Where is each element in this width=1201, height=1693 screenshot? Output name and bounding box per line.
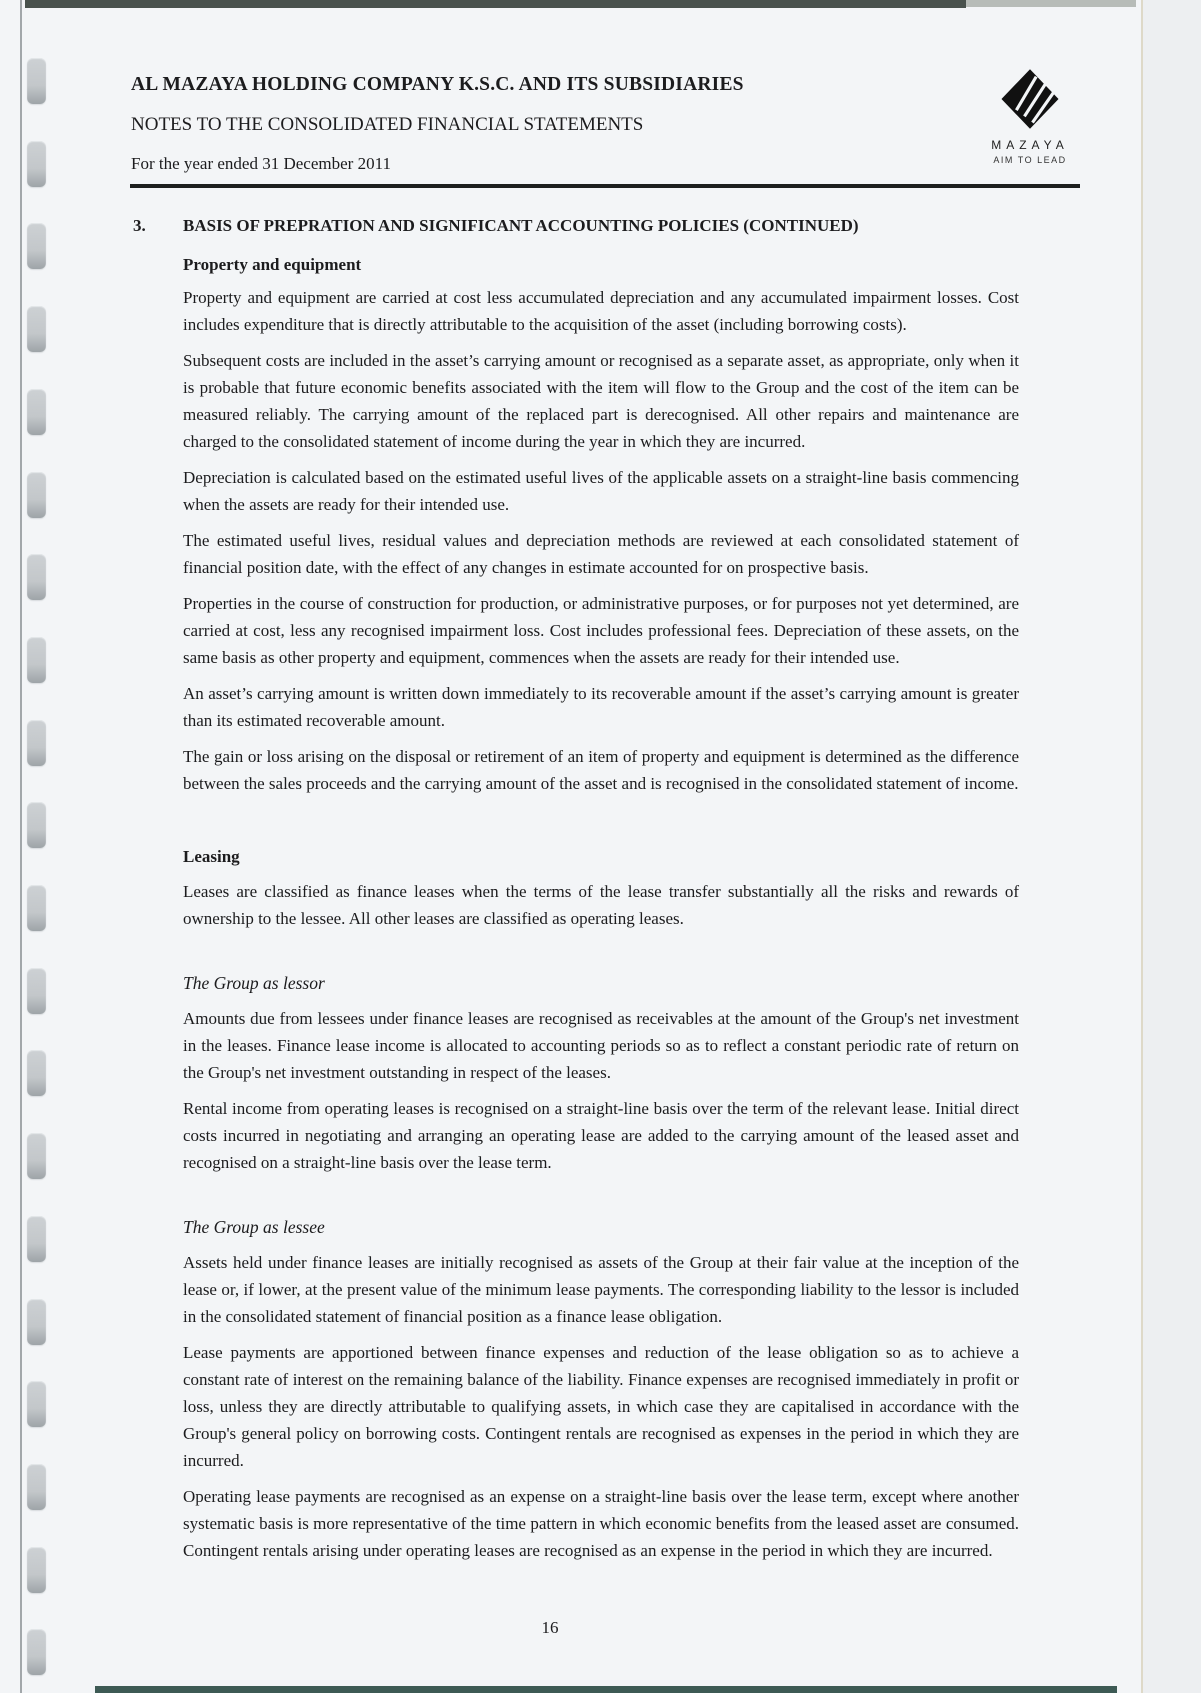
section-heading-property-equipment: Property and equipment [183, 255, 362, 274]
reporting-period: For the year ended 31 December 2011 [131, 154, 391, 173]
binder-hole [27, 1133, 46, 1179]
company-name: AL MAZAYA HOLDING COMPANY K.S.C. AND ITS SUBSIDIARIES [131, 74, 744, 95]
scan-top-bar [25, 0, 966, 8]
binder-hole [27, 720, 46, 766]
binder-hole [27, 885, 46, 931]
binder-hole [27, 1050, 46, 1096]
page-left-edge [20, 0, 22, 1693]
binder-hole [27, 1381, 46, 1427]
paragraph: An asset’s carrying amount is written down immediately to its recoverable amount if the asset’s carrying amount is greater than its estimated recoverable amount. [183, 684, 1019, 730]
paragraph: Property and equipment are carried at cost less accumulated depreciation and any accumulated impairment losses. Cost includes expenditure that is directly attributable to the acquisition of the asset (including borrowing costs). [183, 288, 1019, 334]
binder-hole [27, 223, 46, 269]
binder-hole [27, 968, 46, 1014]
paragraph: Assets held under finance leases are initially recognised as assets of the Group at their fair value at the inception of the lease or, if lower, at the present value of the minimum lease payments. The corresponding liability to the lessor is included in the consolidated statement of financial position as a finance lease obligation. [183, 1253, 1019, 1326]
binder-hole [27, 141, 46, 187]
subsection-heading-lessor: The Group as lessor [183, 973, 325, 993]
note-title: BASIS OF PREPRATION AND SIGNIFICANT ACCOUNTING POLICIES (CONTINUED) [183, 216, 859, 235]
binder-hole [27, 1464, 46, 1510]
binder-hole [27, 306, 46, 352]
document-title: NOTES TO THE CONSOLIDATED FINANCIAL STATEMENTS [131, 114, 644, 135]
paragraph: The gain or loss arising on the disposal or retirement of an item of property and equipment is determined as the difference between the sales proceeds and the carrying amount of the asset and is recognised in the consolidated statement of income. [183, 747, 1019, 793]
scan-bottom-bar [95, 1686, 1117, 1693]
note-heading [133, 212, 1019, 239]
binder-hole [27, 1547, 46, 1593]
logo-tagline: AIM TO LEAD [993, 155, 1067, 165]
logo-brand-text: MAZAYA [991, 138, 1069, 152]
binder-hole [27, 802, 46, 848]
paragraph: Rental income from operating leases is recognised on a straight-line basis over the term of the relevant lease. Initial direct costs incurred in negotiating and arranging an operating lease are added to the carrying amount of the leased asset and recognised on a straight-line basis over the lease term. [183, 1099, 1019, 1172]
header-rule [130, 184, 1080, 188]
paragraph: Operating lease payments are recognised as an expense on a straight-line basis over the lease term, except where another systematic basis is more representative of the time pattern in which economic benefits from the leased asset are consumed. Contingent rentals arising under operating leases are recognised as an expense in the period in which they are incurred. [183, 1487, 1019, 1560]
page-right-edge [1141, 0, 1143, 1693]
section-heading-leasing: Leasing [183, 847, 240, 866]
binder-hole [27, 554, 46, 600]
paragraph: Lease payments are apportioned between finance expenses and reduction of the lease obligation so as to achieve a constant rate of interest on the remaining balance of the liability. Finance expenses are recognised immediately in profit or loss, unless they are directly attributable to qualifying assets, in which case they are capitalised in accordance with the Group's general policy on borrowing costs. Contingent rentals are recognised as expenses in the period in which they are incurred. [183, 1343, 1019, 1470]
binder-hole [27, 1299, 46, 1345]
paragraph: Subsequent costs are included in the asset’s carrying amount or recognised as a separate asset, as appropriate, only when it is probable that future economic benefits associated with the item will flow to the Group and the cost of the item can be measured reliably. The carrying amount of the replaced part is derecognised. All other repairs and maintenance are charged to the consolidated statement of income during the year in which they are incurred. [183, 351, 1019, 451]
binder-hole [27, 1216, 46, 1262]
binder-hole [27, 1629, 46, 1675]
company-logo [975, 66, 1085, 165]
note-number: 3. [133, 216, 146, 235]
paragraph: Leases are classified as finance leases when the terms of the lease transfer substantially all the risks and rewards of ownership to the lessee. All other leases are classified as operating leases. [183, 882, 1019, 928]
mazaya-diamond-logo-icon [999, 66, 1061, 132]
page-number: 16 [541, 1618, 559, 1637]
binder-hole [27, 58, 46, 104]
document-header [131, 74, 951, 174]
paragraph: Properties in the course of construction for production, or administrative purposes, or for purposes not yet determined, are carried at cost, less any recognised impairment loss. Cost includes professional fees. Depreciation of these assets, on the same basis as other property and equipment, commences when the assets are ready for their intended use. [183, 594, 1019, 667]
paragraph: The estimated useful lives, residual values and depreciation methods are reviewed at each consolidated statement of financial position date, with the effect of any changes in estimate accounted for on prospective basis. [183, 531, 1019, 577]
binder-hole [27, 389, 46, 435]
note-content [133, 212, 1019, 1573]
subsection-heading-lessee: The Group as lessee [183, 1217, 325, 1237]
binder-hole [27, 472, 46, 518]
paragraph: Amounts due from lessees under finance leases are recognised as receivables at the amount of the Group's net investment in the leases. Finance lease income is allocated to accounting periods so as to reflect a constant periodic rate of return on the Group's net investment outstanding in respect of the leases. [183, 1009, 1019, 1082]
paragraph: Depreciation is calculated based on the estimated useful lives of the applicable assets on a straight-line basis commencing when the assets are ready for their intended use. [183, 468, 1019, 514]
binder-hole [27, 637, 46, 683]
scan-top-bar-light [966, 0, 1136, 7]
page-right-margin [1143, 0, 1201, 1693]
